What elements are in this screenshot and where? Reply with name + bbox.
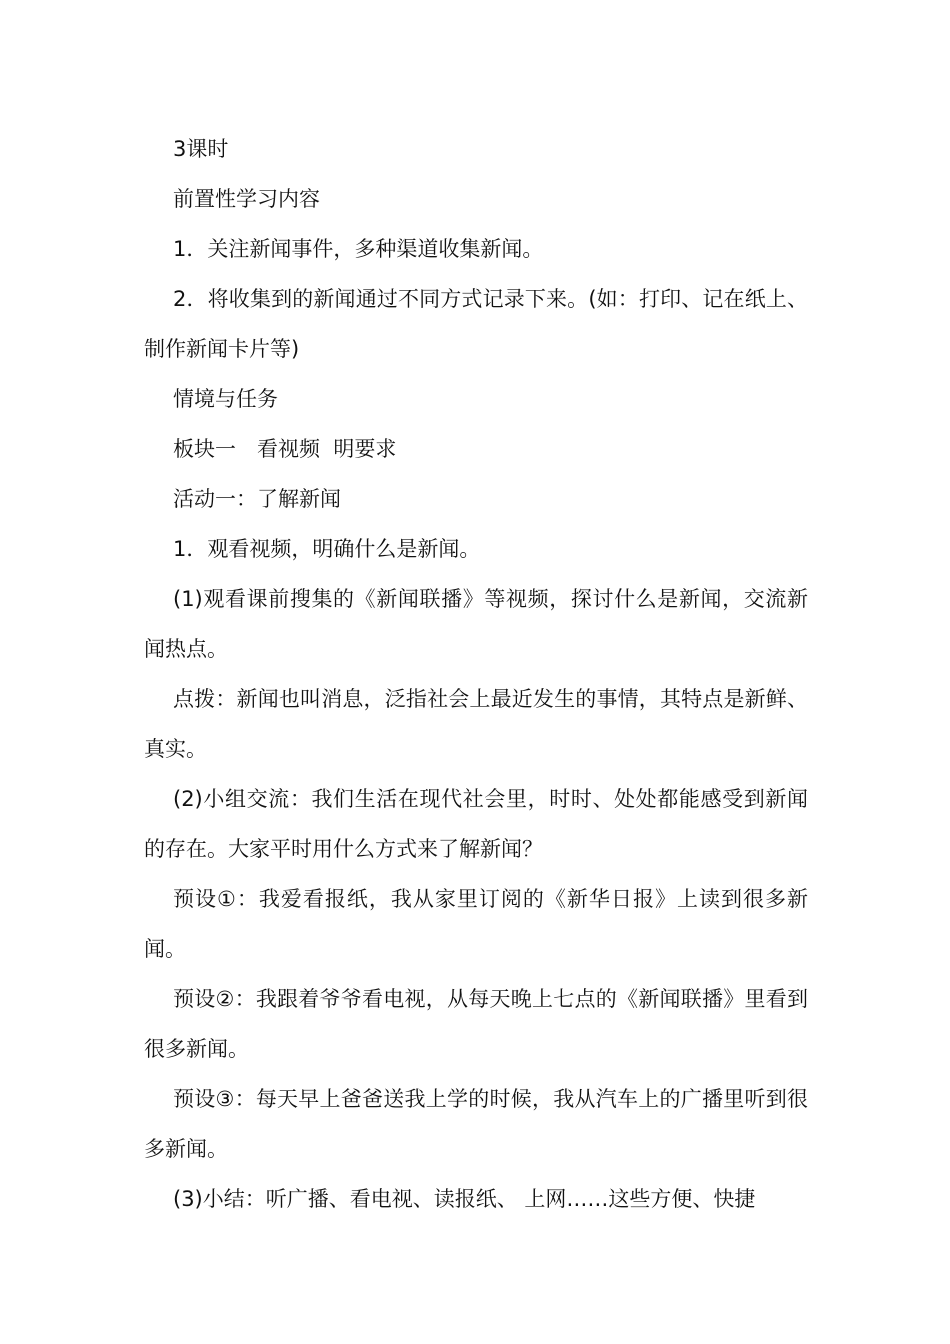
document-page — [144, 124, 808, 1224]
preset-1: 预设①：我爱看报纸，我从家里订阅的《新华日报》上读到很多新闻。 — [144, 887, 808, 961]
activity-one-heading: 活动一：了解新闻 — [173, 487, 341, 511]
guidance-note: 点拨：新闻也叫消息，泛指社会上最近发生的事情，其特点是新鲜、真实。 — [144, 687, 808, 761]
preview-item-2: 2．将收集到的新闻通过不同方式记录下来。(如：打印、记在纸上、制作新闻卡片等) — [144, 287, 808, 361]
section-heading-preview: 前置性学习内容 — [173, 187, 320, 211]
preview-item-1: 1．关注新闻事件，多种渠道收集新闻。 — [173, 237, 544, 261]
module-one-heading: 板块一 看视频 明要求 — [173, 437, 397, 461]
step-1: 1．观看视频，明确什么是新闻。 — [173, 537, 481, 561]
lesson-duration: 3课时 — [173, 137, 229, 161]
step-1-sub-2: (2)小组交流：我们生活在现代社会里，时时、处处都能感受到新闻的存在。大家平时用什么方式来了解新闻？ — [144, 787, 808, 861]
section-heading-situation: 情境与任务 — [173, 387, 278, 411]
step-1-sub-3: (3)小结：听广播、看电视、读报纸、 上网……这些方便、快捷 — [173, 1187, 756, 1211]
step-1-sub-1: (1)观看课前搜集的《新闻联播》等视频，探讨什么是新闻，交流新闻热点。 — [144, 587, 808, 661]
preset-2: 预设②：我跟着爷爷看电视，从每天晚上七点的《新闻联播》里看到很多新闻。 — [144, 987, 808, 1061]
preset-3: 预设③：每天早上爸爸送我上学的时候，我从汽车上的广播里听到很多新闻。 — [144, 1087, 808, 1161]
